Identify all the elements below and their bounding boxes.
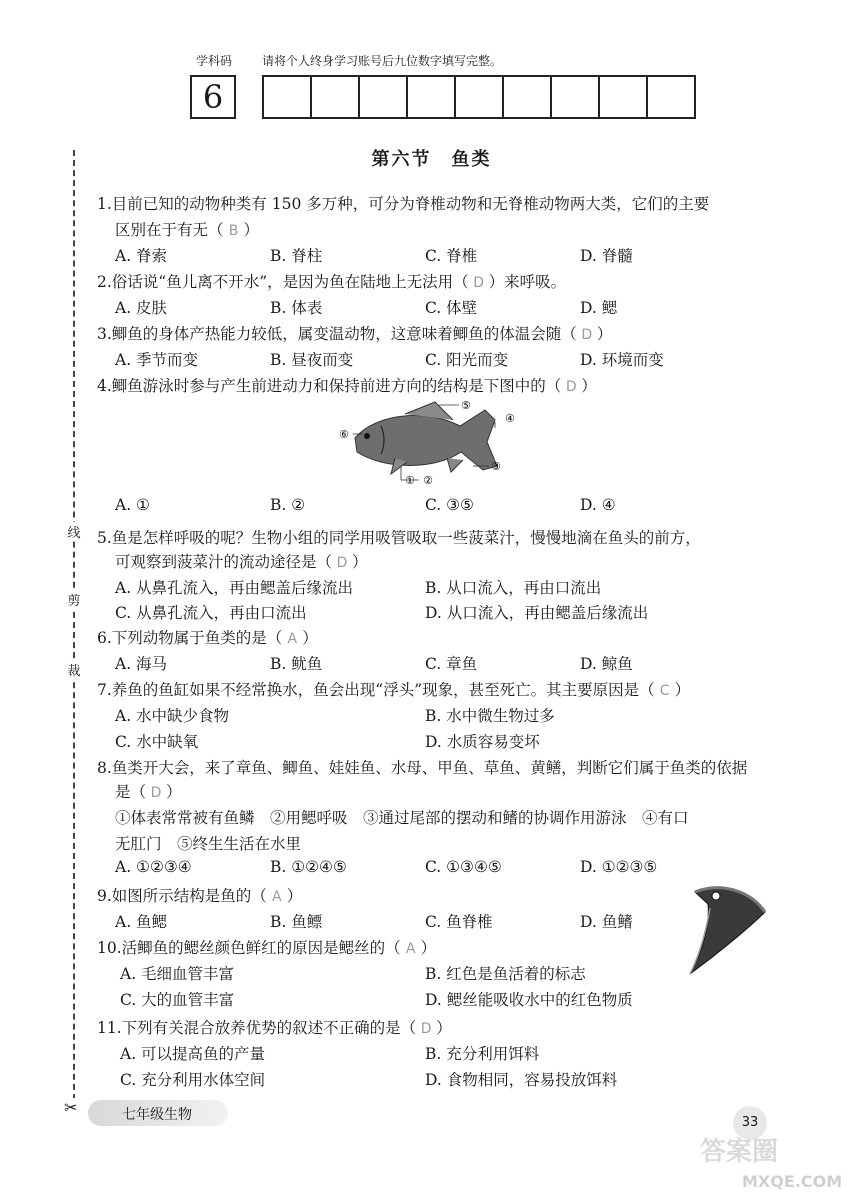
account-instruction: 请将个人终身学习账号后九位数字填写完整。 <box>262 54 503 68</box>
answer-6[interactable]: A <box>287 631 298 647</box>
option-1a: A. 脊索 <box>115 247 168 265</box>
option-7a: A. 水中缺少食物 <box>115 707 230 725</box>
option-3b: B. 昼夜而变 <box>270 351 354 369</box>
fig-label-2: ② <box>423 474 433 487</box>
question-7: 7.养鱼的鱼缸如果不经常换水，鱼会出现“浮头”现象，甚至死亡。其主要原因是（ C ） <box>97 681 691 699</box>
watermark-text: 答案圈 <box>700 1137 779 1167</box>
option-2a: A. 皮肤 <box>115 299 168 317</box>
question-8: 8.鱼类开大会，来了章鱼、鲫鱼、娃娃鱼、水母、甲鱼、草鱼、黄鳝，判断它们属于鱼类的依据 <box>97 759 748 777</box>
question-6: 6.下列动物属于鱼类的是（ A ） <box>97 629 318 647</box>
option-2c: C. 体壁 <box>425 299 478 317</box>
digit-cell[interactable] <box>504 77 552 117</box>
option-9b: B. 鱼鳔 <box>270 913 323 931</box>
answer-5[interactable]: D <box>336 555 348 571</box>
answer-8[interactable]: D <box>150 785 162 801</box>
question-1: 1.目前已知的动物种类有 150 多万种，可分为脊椎动物和无脊椎动物两大类，它们的主要 <box>97 195 710 213</box>
question-5-cont: 可观察到菠菜汁的流动途径是（ D ） <box>115 553 368 571</box>
option-6a: A. 海马 <box>115 655 168 673</box>
cut-mark-xian: 线 <box>64 522 84 541</box>
option-7c: C. 水中缺氧 <box>115 733 199 751</box>
account-digit-grid[interactable] <box>262 75 696 119</box>
option-4a: A. ① <box>115 496 150 514</box>
question-2: 2.俗话说“鱼儿离不开水”，是因为鱼在陆地上无法用（ D ）来呼吸。 <box>97 273 567 291</box>
section-title: 第六节 鱼类 <box>371 149 492 170</box>
option-4b: B. ② <box>270 496 306 514</box>
answer-1[interactable]: B <box>228 223 239 239</box>
digit-cell[interactable] <box>456 77 504 117</box>
option-4d: D. ④ <box>580 496 616 514</box>
option-4c: C. ③⑤ <box>425 496 474 514</box>
option-5b: B. 从口流入，再由口流出 <box>425 579 602 597</box>
option-11b: B. 充分利用饵料 <box>425 1045 540 1063</box>
gill-figure <box>680 882 775 982</box>
option-5a: A. 从鼻孔流入，再由鳃盖后缘流出 <box>115 579 354 597</box>
option-10a: A. 毛细血管丰富 <box>120 965 235 983</box>
option-5d: D. 从口流入，再由鳃盖后缘流出 <box>425 604 649 622</box>
answer-9[interactable]: A <box>272 889 282 905</box>
cut-mark-jian: 剪 <box>64 590 84 609</box>
option-3c: C. 阳光而变 <box>425 351 509 369</box>
answer-7[interactable]: C <box>659 683 670 699</box>
option-10c: C. 大的血管丰富 <box>120 991 235 1009</box>
question-3: 3.鲫鱼的身体产热能力较低，属变温动物，这意味着鲫鱼的体温会随（ D ） <box>97 325 613 343</box>
option-8c: C. ①③④⑤ <box>425 858 502 876</box>
fig-label-5: ⑤ <box>461 399 471 412</box>
answer-11[interactable]: D <box>420 1021 432 1037</box>
digit-cell[interactable] <box>312 77 360 117</box>
carp-figure <box>335 396 525 490</box>
scissors-icon: ✂ <box>64 1098 78 1117</box>
option-8d: D. ①②③⑤ <box>580 858 658 876</box>
option-6d: D. 鲸鱼 <box>580 655 633 673</box>
answer-4[interactable]: D <box>565 379 577 395</box>
question-1-cont: 区别在于有无（ B ） <box>115 221 260 239</box>
option-11d: D. 食物相同，容易投放饵料 <box>425 1071 618 1089</box>
fig-label-3: ③ <box>491 460 501 473</box>
option-11c: C. 充分利用水体空间 <box>120 1071 266 1089</box>
option-8b: B. ①②④⑤ <box>270 858 347 876</box>
option-3a: A. 季节而变 <box>115 351 199 369</box>
digit-cell[interactable] <box>648 77 694 117</box>
question-10: 10.活鲫鱼的鳃丝颜色鲜红的原因是鳃丝的（ A ） <box>97 939 437 957</box>
question-8-statements: ①体表常常被有鱼鳞 ②用鳃呼吸 ③通过尾部的摆动和鳍的协调作用游泳 ④有口 <box>115 809 689 827</box>
question-11: 11.下列有关混合放养优势的叙述不正确的是（ D ） <box>97 1019 452 1037</box>
cut-line <box>73 150 75 1110</box>
digit-cell[interactable] <box>408 77 456 117</box>
answer-2[interactable]: D <box>473 275 485 291</box>
option-11a: A. 可以提高鱼的产量 <box>120 1045 266 1063</box>
option-10b: B. 红色是鱼活着的标志 <box>425 965 586 983</box>
option-2b: B. 体表 <box>270 299 323 317</box>
option-1b: B. 脊柱 <box>270 247 323 265</box>
option-3d: D. 环境而变 <box>580 351 664 369</box>
subject-code-box[interactable]: 6 <box>190 75 236 119</box>
fig-label-6: ⑥ <box>339 428 349 441</box>
option-6c: C. 章鱼 <box>425 655 478 673</box>
cut-mark-cai: 裁 <box>64 660 84 679</box>
option-8a: A. ①②③④ <box>115 858 192 876</box>
digit-cell[interactable] <box>360 77 408 117</box>
page-number: 33 <box>733 1106 767 1140</box>
answer-3[interactable]: D <box>581 327 593 343</box>
question-8-statements-cont: 无肛门 ⑤终生生活在水里 <box>115 835 302 853</box>
fig-label-1: ① <box>405 474 415 487</box>
question-5: 5.鱼是怎样呼吸的呢？生物小组的同学用吸管吸取一些菠菜汁，慢慢地滴在鱼头的前方， <box>97 529 701 547</box>
option-9c: C. 鱼脊椎 <box>425 913 493 931</box>
digit-cell[interactable] <box>600 77 648 117</box>
watermark-url: MXQE.COM <box>742 1172 843 1191</box>
subject-code-label: 学科码 <box>196 54 233 68</box>
digit-cell[interactable] <box>264 77 312 117</box>
option-2d: D. 鳃 <box>580 299 618 317</box>
option-6b: B. 鱿鱼 <box>270 655 323 673</box>
option-5c: C. 从鼻孔流入，再由口流出 <box>115 604 307 622</box>
option-10d: D. 鳃丝能吸收水中的红色物质 <box>425 991 633 1009</box>
option-1c: C. 脊椎 <box>425 247 478 265</box>
question-9: 9.如图所示结构是鱼的（ A ） <box>97 887 303 905</box>
option-1d: D. 脊髓 <box>580 247 633 265</box>
option-9a: A. 鱼鳃 <box>115 913 168 931</box>
question-4: 4.鲫鱼游泳时参与产生前进动力和保持前进方向的结构是下图中的（ D ） <box>97 377 597 395</box>
footer-book-title: 七年级生物 <box>122 1107 192 1123</box>
fig-label-4: ④ <box>505 412 515 425</box>
option-9d: D. 鱼鳍 <box>580 913 633 931</box>
question-8-cont: 是（ D ） <box>115 783 182 801</box>
option-7b: B. 水中微生物过多 <box>425 707 555 725</box>
option-7d: D. 水质容易变坏 <box>425 733 540 751</box>
digit-cell[interactable] <box>552 77 600 117</box>
answer-10[interactable]: A <box>405 941 416 957</box>
